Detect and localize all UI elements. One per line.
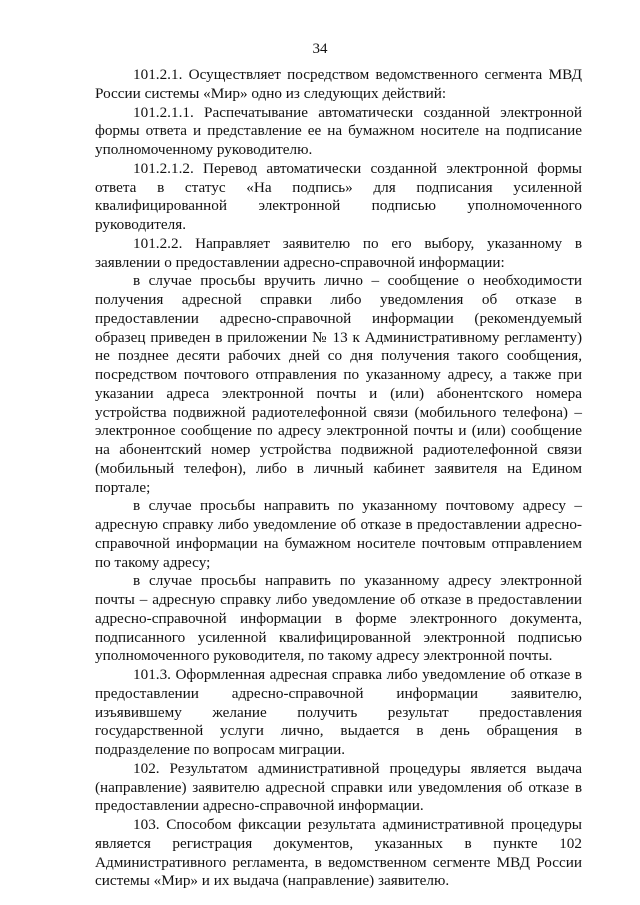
paragraph-101-3: 101.3. Оформленная адресная справка либо уведомление об отказе в предоставлении адресно-справочной информации заявителю, изъявившему желание получить результат предоставления государственной услуги лично, выдается в день обращения в подразделение по вопросам миграции. xyxy=(95,666,582,758)
paragraph-101-2-2: 101.2.2. Направляет заявителю по его выбору, указанному в заявлении о предоставлении адресно-справочной информации: xyxy=(95,234,582,271)
paragraph-101-2-1: 101.2.1. Осуществляет посредством ведомственного сегмента МВД России системы «Мир» одно из следующих действий: xyxy=(95,66,582,102)
paragraph-send-by-post: в случае просьбы направить по указанному почтовому адресу – адресную справку либо уведомление об отказе в предоставлении адресно-справочной информации на бумажном носителе почтовым отправлением по такому адресу; xyxy=(95,497,582,571)
paragraph-101-2-1-2: 101.2.1.2. Перевод автоматически созданной электронной формы ответа в статус «На подпись» для подписания усиленной квалифицированной электронной подписью уполномоченного руководителя. xyxy=(95,159,582,233)
paragraph-103: 103. Способом фиксации результата административной процедуры является регистрация документов, указанных в пункте 102 Административного регламента, в ведомственном сегменте МВД России системы «Мир» и их выдача (направление) заявителю. xyxy=(95,816,582,890)
paragraph-101-2-1-1: 101.2.1.1. Распечатывание автоматически созданной электронной формы ответа и представление ее на бумажном носителе на подписание уполномоченному руководителю. xyxy=(95,103,582,158)
page-number: 34 xyxy=(312,41,328,57)
paragraph-deliver-in-person: в случае просьбы вручить лично – сообщение о необходимости получения адресной справки либо уведомления об отказе в предоставлении адресно-справочной информации (рекомендуемый образец приведен в приложении № 13 к Административному регламенту) не позднее десяти рабочих дней со дня получения такого сообщения, посредством почтового отправления по указанному адресу, а также при указании адреса электронной почты и (или) абонентского номера устройства подвижной радиотелефонной связи (мобильного телефона) – электронное сообщение по адресу электронной почты и (или) сообщение на абонентский номер устройства подвижной радиотелефонной связи (мобильный телефон), либо в личный кабинет заявителя на Едином портале; xyxy=(95,272,582,496)
body-text xyxy=(95,66,582,891)
paragraph-102: 102. Результатом административной процедуры является выдача (направление) заявителю адресной справки или уведомления об отказе в предоставлении адресно-справочной информации. xyxy=(95,759,582,815)
paragraph-send-by-email: в случае просьбы направить по указанному адресу электронной почты – адресную справку либо уведомление об отказе в предоставлении адресно-справочной информации в форме электронного документа, подписанного усиленной квалифицированной электронной подписью уполномоченного руководителя, по такому адресу электронной почты. xyxy=(95,572,582,665)
